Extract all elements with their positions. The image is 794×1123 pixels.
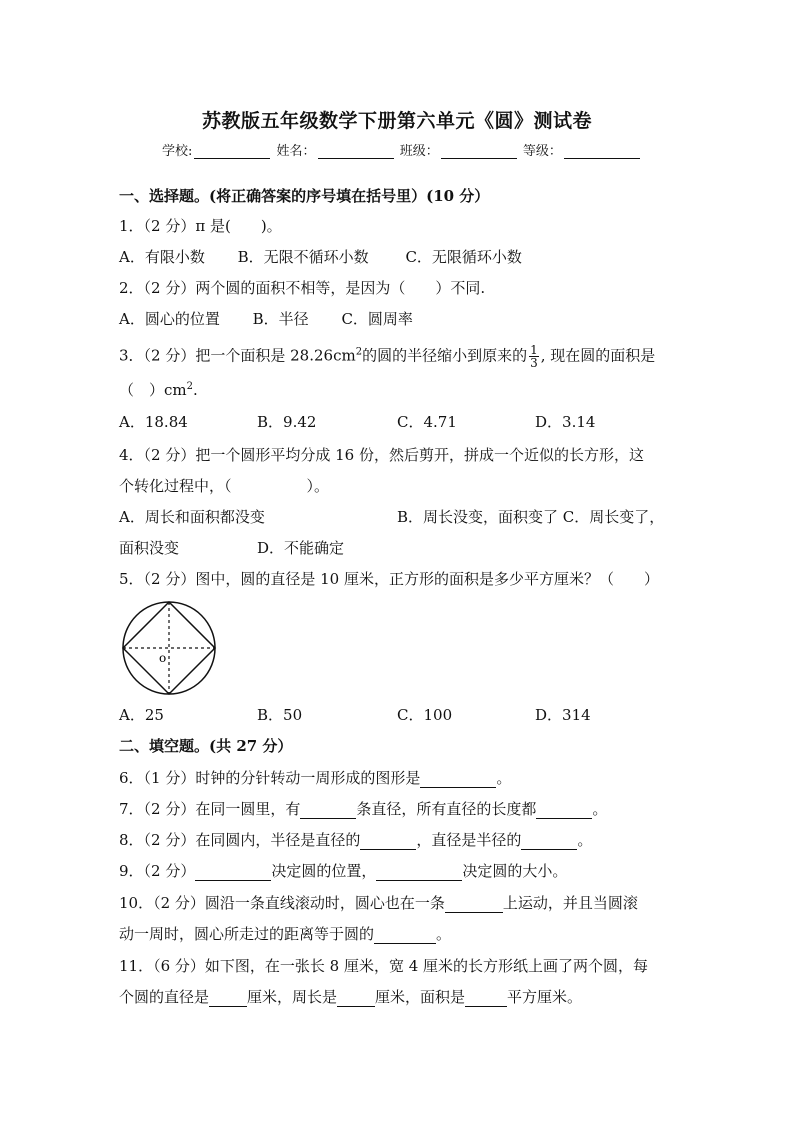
question-9	[119, 861, 567, 881]
answer-blank[interactable]	[420, 771, 496, 788]
question-3-text-c: , 现在圆的面积是	[540, 346, 656, 365]
option-b[interactable]: B．50	[257, 706, 303, 724]
question-6	[119, 768, 511, 788]
circle-square-diagram	[119, 600, 219, 700]
question-7-text-a: 7．（2 分）在同一圆里，有	[119, 800, 301, 818]
question-7-text-b: 条直径，所有直径的长度都	[356, 800, 537, 818]
answer-blank[interactable]	[209, 990, 247, 1007]
question-11-text-d: 厘米，面积是	[375, 988, 466, 1006]
answer-blank[interactable]	[376, 864, 462, 881]
question-5-stem: 5．（2 分）图中，圆的直径是 10 厘米，正方形的面积是多少平方厘米？（ ）	[119, 570, 659, 588]
question-1-stem: 1．（2 分）π 是( )。	[119, 217, 282, 235]
question-3-text-e: .	[193, 381, 198, 399]
question-9-end: 决定圆的大小。	[462, 862, 568, 880]
question-4-options	[119, 507, 664, 527]
option-c-cont[interactable]: 面积没变	[119, 539, 180, 557]
fraction-denominator: 3	[530, 356, 538, 370]
center-label: o	[159, 651, 167, 665]
question-3-options	[119, 412, 595, 432]
question-9-text-a: 9．（2 分）	[119, 862, 196, 880]
question-10-text-a: 10．（2 分）圆沿一条直线滚动时，圆心也在一条	[119, 894, 445, 912]
grade-label: 等级：	[522, 144, 562, 159]
question-8-text-b: ，直径是半径的	[416, 831, 522, 849]
question-8	[119, 830, 592, 850]
school-label: 学校:	[162, 144, 193, 159]
name-blank[interactable]	[318, 144, 394, 159]
question-6-text: 6．（1 分）时钟的分针转动一周形成的图形是	[119, 769, 421, 787]
option-b[interactable]: B．无限不循环小数	[237, 248, 369, 266]
class-label: 班级：	[399, 144, 439, 159]
question-3-stem-cont	[119, 380, 198, 400]
question-3-text-a: 3．（2 分）把一个面积是 28.26cm	[119, 346, 356, 365]
question-4-stem-cont: 个转化过程中，（ ）。	[119, 477, 330, 495]
question-7	[119, 799, 607, 819]
question-10-text-b: 上运动，并且当圆滚	[502, 894, 638, 912]
section-heading-fill: 二、填空题。(共 27 分）	[119, 737, 293, 755]
option-b[interactable]: B．9.42	[257, 413, 317, 431]
option-a[interactable]: A．有限小数	[119, 248, 205, 266]
answer-blank[interactable]	[521, 833, 577, 850]
question-3-text-b: 的圆的半径缩小到原来的	[362, 346, 528, 365]
option-c[interactable]: C．4.71	[397, 413, 457, 431]
question-4-options-cont	[119, 538, 344, 558]
question-5-options	[119, 705, 591, 725]
school-blank[interactable]	[194, 144, 270, 159]
question-10	[119, 893, 638, 913]
question-3-stem	[119, 344, 655, 369]
question-10-end: 。	[436, 925, 452, 943]
question-7-end: 。	[592, 800, 608, 818]
question-1-options	[119, 247, 522, 267]
option-a[interactable]: A．25	[119, 706, 164, 724]
question-11-text-c: 厘米，周长是	[247, 988, 338, 1006]
question-4-stem: 4．（2 分）把一个圆形平均分成 16 份，然后剪开，拼成一个近似的长方形，这	[119, 446, 644, 464]
question-11-text-b: 个圆的直径是	[119, 988, 210, 1006]
option-b[interactable]: B．半径	[252, 310, 309, 328]
answer-blank[interactable]	[374, 927, 436, 944]
answer-blank[interactable]	[360, 833, 416, 850]
option-a[interactable]: A．圆心的位置	[119, 310, 220, 328]
question-11: 11．（6 分）如下图，在一张长 8 厘米，宽 4 厘米的长方形纸上画了两个圆，每	[119, 957, 649, 975]
answer-blank[interactable]	[195, 864, 271, 881]
grade-blank[interactable]	[564, 144, 640, 159]
question-6-end: 。	[496, 769, 512, 787]
question-11-cont	[119, 987, 582, 1007]
option-d[interactable]: D．314	[535, 706, 591, 724]
question-8-text-a: 8．（2 分）在同圆内，半径是直径的	[119, 831, 361, 849]
student-info-row	[162, 140, 642, 159]
fraction-numerator: 1	[530, 343, 538, 357]
option-d[interactable]: D．不能确定	[257, 539, 345, 557]
question-10-cont	[119, 924, 451, 944]
section-heading-choice: 一、选择题。(将正确答案的序号填在括号里）(10 分）	[119, 187, 490, 205]
question-3-text-d: （ ）cm	[119, 381, 187, 399]
answer-blank[interactable]	[337, 990, 375, 1007]
name-label: 姓名：	[276, 144, 316, 159]
class-blank[interactable]	[441, 144, 517, 159]
option-a[interactable]: A．周长和面积都没变	[119, 508, 265, 526]
answer-blank[interactable]	[465, 990, 507, 1007]
answer-blank[interactable]	[300, 802, 356, 819]
option-b-c[interactable]: B．周长没变，面积变了 C．周长变了，	[397, 508, 665, 526]
page-title: 苏教版五年级数学下册第六单元《圆》测试卷	[201, 110, 592, 132]
answer-blank[interactable]	[536, 802, 592, 819]
question-8-end: 。	[577, 831, 593, 849]
question-11-end: 平方厘米。	[507, 988, 583, 1006]
option-c[interactable]: C．无限循环小数	[405, 248, 522, 266]
option-d[interactable]: D．3.14	[535, 413, 596, 431]
option-c[interactable]: C．圆周率	[341, 310, 413, 328]
superscript: 2	[186, 381, 193, 392]
circle-square-figure	[119, 600, 219, 704]
question-10-text-c: 动一周时，圆心所走过的距离等于圆的	[119, 925, 375, 943]
fraction	[529, 344, 539, 369]
option-c[interactable]: C．100	[397, 706, 453, 724]
answer-blank[interactable]	[445, 896, 503, 913]
question-2-stem: 2．（2 分）两个圆的面积不相等，是因为（ ）不同.	[119, 279, 486, 297]
question-9-text-b: 决定圆的位置，	[271, 862, 377, 880]
superscript: 2	[355, 346, 363, 358]
option-a[interactable]: A．18.84	[119, 413, 188, 431]
question-2-options	[119, 309, 413, 329]
